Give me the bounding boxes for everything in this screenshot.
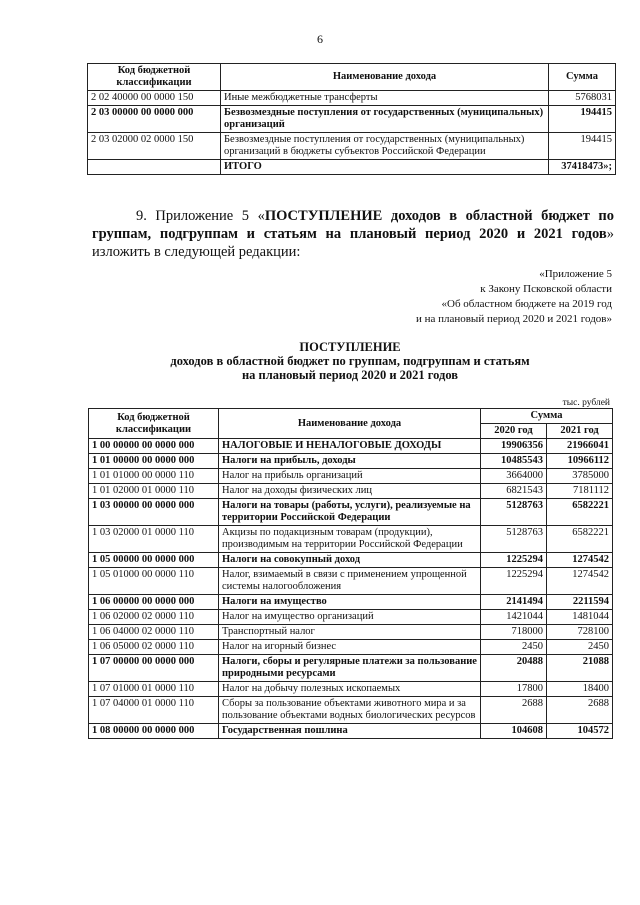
- row-code: 1 07 04000 01 0000 110: [89, 697, 219, 724]
- appendix-line: и на плановый период 2020 и 2021 годов»: [415, 313, 612, 325]
- table-row: [89, 568, 613, 595]
- row-2020: 10485543: [481, 454, 547, 469]
- row-name: Налоги, сборы и регулярные платежи за пользование природными ресурсами: [219, 655, 481, 682]
- row-2021: 6582221: [547, 526, 613, 553]
- income-table: [88, 408, 613, 739]
- table-row: [89, 724, 613, 739]
- income-table-continued: [87, 63, 616, 175]
- row-code: 2 03 00000 00 0000 000: [88, 106, 221, 133]
- title-line: на плановый период 2020 и 2021 годов: [241, 368, 459, 382]
- row-2021: 3785000: [547, 469, 613, 484]
- table-row: [89, 484, 613, 499]
- appendix-line: «Приложение 5: [539, 268, 612, 280]
- row-2020: 3664000: [481, 469, 547, 484]
- row-sum: 194415: [549, 133, 616, 160]
- table-row: [89, 595, 613, 610]
- row-code: 1 07 00000 00 0000 000: [89, 655, 219, 682]
- row-2021: 7181112: [547, 484, 613, 499]
- row-code: 2 03 02000 02 0000 150: [88, 133, 221, 160]
- table-row: [89, 439, 613, 454]
- row-2020: 5128763: [481, 499, 547, 526]
- row-code: 1 06 04000 02 0000 110: [89, 625, 219, 640]
- row-code: 2 02 40000 00 0000 150: [88, 91, 221, 106]
- header-code: Код бюджетной классификации: [89, 409, 219, 439]
- row-2021: 1274542: [547, 568, 613, 595]
- row-name: ИТОГО: [221, 160, 549, 175]
- item-number: 9.: [136, 208, 147, 224]
- row-code: 1 05 00000 00 0000 000: [89, 553, 219, 568]
- table-row: [89, 499, 613, 526]
- row-2021: 2211594: [547, 595, 613, 610]
- row-code: 1 06 05000 02 0000 110: [89, 640, 219, 655]
- row-name: Налог на прибыль организаций: [219, 469, 481, 484]
- row-name: НАЛОГОВЫЕ И НЕНАЛОГОВЫЕ ДОХОДЫ: [219, 439, 481, 454]
- item-text-bold: ПОСТУПЛЕНИЕ доходов в областной бюджет по группам, подгруппам и статьям на плановый период 2020 и 2021 годов: [92, 208, 615, 242]
- table-row: [89, 454, 613, 469]
- row-2020: 2450: [481, 640, 547, 655]
- row-name: Налог, взимаемый в связи с применением упрощенной системы налогообложения: [219, 568, 481, 595]
- table-row: [89, 640, 613, 655]
- item-text-post: » изложить в следующей редакции:: [92, 226, 614, 260]
- table-row: [89, 682, 613, 697]
- row-2021: 728100: [547, 625, 613, 640]
- table-row: [88, 91, 616, 106]
- table-row: [88, 106, 616, 133]
- row-2020: 2688: [481, 697, 547, 724]
- row-code: 1 01 01000 00 0000 110: [89, 469, 219, 484]
- row-2020: 1421044: [481, 610, 547, 625]
- appendix-reference: [292, 267, 612, 327]
- row-code: 1 06 02000 02 0000 110: [89, 610, 219, 625]
- header-sum: Сумма: [549, 64, 616, 91]
- table-row: [89, 625, 613, 640]
- table-row: [89, 526, 613, 553]
- row-name: Налоги на имущество: [219, 595, 481, 610]
- row-name: Акцизы по подакцизным товарам (продукции), производимым на территории Российской Федерации: [219, 526, 481, 553]
- header-name: Наименование дохода: [221, 64, 549, 91]
- amendment-item-9: [92, 207, 614, 261]
- row-2020: 5128763: [481, 526, 547, 553]
- row-code: 1 08 00000 00 0000 000: [89, 724, 219, 739]
- row-name: Безвозмездные поступления от государственных (муниципальных) организаций: [221, 106, 549, 133]
- table-row: [89, 553, 613, 568]
- table-row: [89, 610, 613, 625]
- row-2021: 1481044: [547, 610, 613, 625]
- row-code: 1 05 01000 00 0000 110: [89, 568, 219, 595]
- row-sum: 5768031: [549, 91, 616, 106]
- row-name: Безвозмездные поступления от государственных (муниципальных) организаций в бюджеты субъектов Российской Федерации: [221, 133, 549, 160]
- header-2020: 2020 год: [481, 424, 547, 439]
- row-2021: 10966112: [547, 454, 613, 469]
- row-code: 1 01 00000 00 0000 000: [89, 454, 219, 469]
- row-name: Налог на добычу полезных ископаемых: [219, 682, 481, 697]
- row-2020: 1225294: [481, 553, 547, 568]
- row-2021: 21088: [547, 655, 613, 682]
- row-2020: 104608: [481, 724, 547, 739]
- row-name: Налог на имущество организаций: [219, 610, 481, 625]
- title-line: доходов в областной бюджет по группам, подгруппам и статьям: [170, 354, 530, 368]
- table-row: [89, 469, 613, 484]
- row-name: Государственная пошлина: [219, 724, 481, 739]
- header-sum: Сумма: [481, 409, 613, 424]
- row-name: Налоги на товары (работы, услуги), реализуемые на территории Российской Федерации: [219, 499, 481, 526]
- row-code: 1 00 00000 00 0000 000: [89, 439, 219, 454]
- row-code: [88, 160, 221, 175]
- row-2020: 19906356: [481, 439, 547, 454]
- units-label: тыс. рублей: [562, 398, 610, 408]
- row-2020: 20488: [481, 655, 547, 682]
- row-name: Налог на игорный бизнес: [219, 640, 481, 655]
- row-code: 1 03 02000 01 0000 110: [89, 526, 219, 553]
- header-2021: 2021 год: [547, 424, 613, 439]
- appendix-line: к Закону Псковской области: [480, 283, 612, 295]
- row-code: 1 07 01000 01 0000 110: [89, 682, 219, 697]
- header-name: Наименование дохода: [219, 409, 481, 439]
- row-name: Транспортный налог: [219, 625, 481, 640]
- row-code: 1 03 00000 00 0000 000: [89, 499, 219, 526]
- row-name: Налоги на совокупный доход: [219, 553, 481, 568]
- row-code: 1 01 02000 01 0000 110: [89, 484, 219, 499]
- row-2021: 2688: [547, 697, 613, 724]
- row-2021: 6582221: [547, 499, 613, 526]
- document-title: [88, 340, 612, 382]
- row-2021: 21966041: [547, 439, 613, 454]
- row-2021: 2450: [547, 640, 613, 655]
- row-2020: 2141494: [481, 595, 547, 610]
- row-name: Сборы за пользование объектами животного мира и за пользование объектами водных биологических ресурсов: [219, 697, 481, 724]
- row-name: Налоги на прибыль, доходы: [219, 454, 481, 469]
- row-2020: 6821543: [481, 484, 547, 499]
- table-row: [88, 160, 616, 175]
- row-2020: 17800: [481, 682, 547, 697]
- row-code: 1 06 00000 00 0000 000: [89, 595, 219, 610]
- row-sum: 37418473»;: [549, 160, 616, 175]
- row-name: Налог на доходы физических лиц: [219, 484, 481, 499]
- row-name: Иные межбюджетные трансферты: [221, 91, 549, 106]
- table-row: [89, 655, 613, 682]
- row-sum: 194415: [549, 106, 616, 133]
- row-2021: 1274542: [547, 553, 613, 568]
- table-row: [89, 697, 613, 724]
- header-code: Код бюджетной классификации: [88, 64, 221, 91]
- appendix-line: «Об областном бюджете на 2019 год: [441, 298, 612, 310]
- row-2021: 18400: [547, 682, 613, 697]
- row-2021: 104572: [547, 724, 613, 739]
- item-text-pre: Приложение 5 «: [155, 208, 265, 224]
- table-row: [88, 133, 616, 160]
- row-2020: 1225294: [481, 568, 547, 595]
- title-line: ПОСТУПЛЕНИЕ: [299, 340, 401, 354]
- page-number: 6: [317, 32, 323, 46]
- row-2020: 718000: [481, 625, 547, 640]
